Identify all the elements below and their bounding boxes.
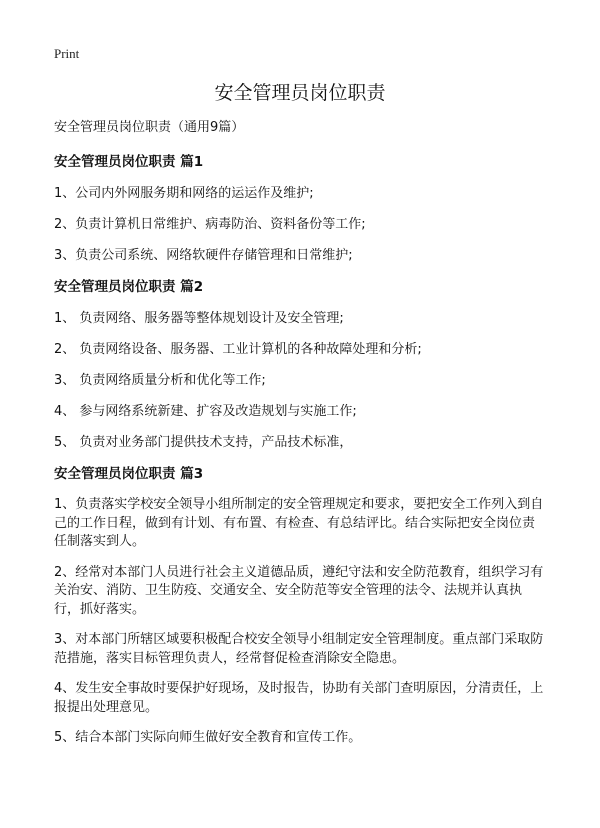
document-title: 安全管理员岗位职责 [214,82,386,104]
print-link[interactable]: Print [54,46,80,61]
list-item: 2、 负责网络设备、服务器、工业计算机的各种故障处理和分析; [54,342,422,357]
document-subtitle: 安全管理员岗位职责（通用9篇） [54,120,245,135]
list-item: 1、 负责网络、服务器等整体规划设计及安全管理; [54,311,344,326]
section-heading-2: 安全管理员岗位职责 篇2 [54,279,204,295]
list-item: 5、结合本部门实际向师生做好安全教育和宣传工作。 [54,730,362,745]
list-item: 3、负责公司系统、网络软硬件存储管理和日常维护; [54,248,353,263]
list-item: 3、 负责网络质量分析和优化等工作; [54,373,266,388]
section-heading-3: 安全管理员岗位职责 篇3 [54,466,204,482]
list-item: 2、经常对本部门人员进行社会主义道德品质，遵纪守法和安全防范教育，组织学习有关治安、消防、卫生防疫、交通安全、安全防范等安全管理的法令、法规并认真执行，抓好落实。 [54,564,544,617]
list-item: 4、发生安全事故时要保护好现场，及时报告，协助有关部门查明原因，分清责任，上报提出处理意见。 [54,681,544,715]
section-heading-1: 安全管理员岗位职责 篇1 [54,154,204,170]
list-item: 1、负责落实学校安全领导小组所制定的安全管理规定和要求，要把安全工作列入到自己的工作日程，做到有计划、有布置、有检查、有总结评比。结合实际把安全岗位责任制落实到人。 [54,497,544,549]
list-item: 4、 参与网络系统新建、扩容及改造规划与实施工作; [54,404,357,419]
list-item: 5、 负责对业务部门提供技术支持，产品技术标准， [54,435,353,450]
list-item: 1、公司内外网服务期和网络的运运作及维护; [54,186,314,201]
list-item: 3、对本部门所辖区域要积极配合校安全领导小组制定安全管理制度。重点部门采取防范措施，落实目标管理负责人，经常督促检查消除安全隐患。 [54,632,544,666]
list-item: 2、负责计算机日常维护、病毒防治、资料备份等工作; [54,217,366,232]
document-body [54,118,546,760]
